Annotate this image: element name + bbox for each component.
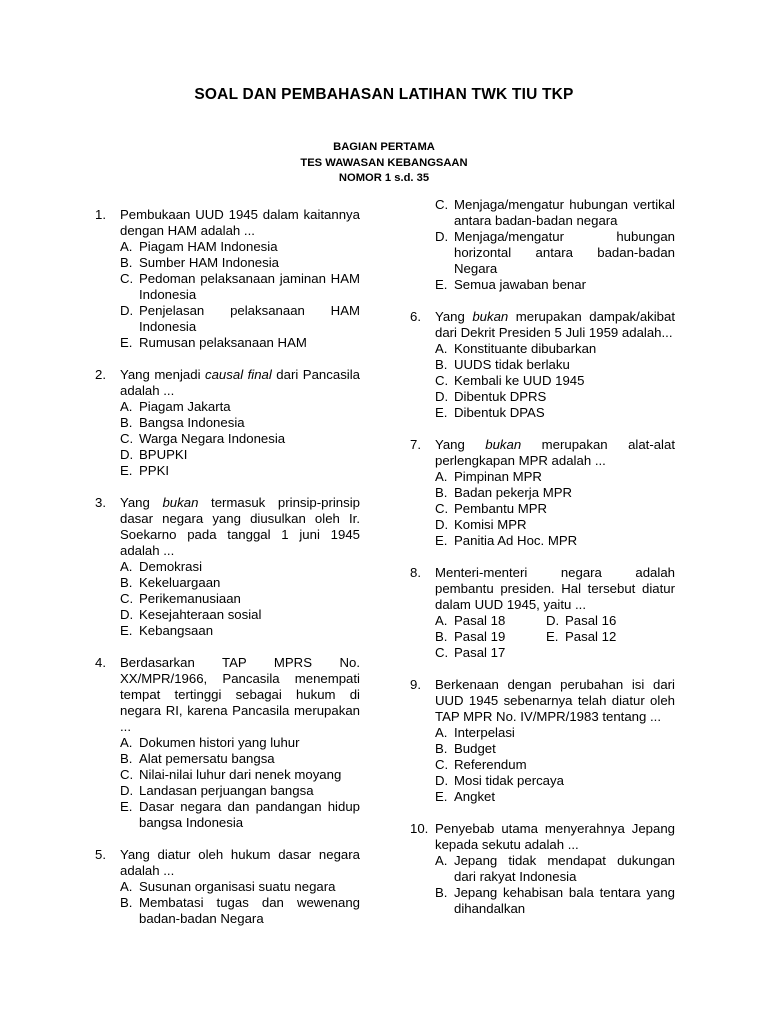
option-d: D. Landasan perjuangan bangsa bbox=[120, 783, 314, 798]
option-e: E. Pasal 12 bbox=[546, 629, 617, 644]
question-stem: Berkenaan dengan perubahan isi dari UUD 1945 sebenarnya telah diatur oleh TAP MPR No. IV/MPR/1983 tentang ... bbox=[435, 677, 675, 724]
option-list bbox=[435, 613, 675, 661]
question-1 bbox=[95, 207, 360, 351]
question-number: 2. bbox=[95, 367, 106, 382]
section-header bbox=[0, 140, 768, 187]
option-b: B. Budget bbox=[435, 741, 496, 756]
question-stem: Menteri-menteri negara adalah pembantu presiden. Hal tersebut diatur dalam UUD 1945, yaitu ... bbox=[435, 565, 675, 612]
option-c: C. Kembali ke UUD 1945 bbox=[435, 373, 585, 388]
option-a: A. Dokumen histori yang luhur bbox=[120, 735, 300, 750]
question-number: 5. bbox=[95, 847, 106, 862]
option-d: D. Kesejahteraan sosial bbox=[120, 607, 262, 622]
question-number: 6. bbox=[410, 309, 421, 324]
option-a: A. Susunan organisasi suatu negara bbox=[120, 879, 336, 894]
option-a: A. Jepang tidak mendapat dukungan dari rakyat Indonesia bbox=[435, 853, 675, 884]
question-stem: Pembukaan UUD 1945 dalam kaitannya dengan HAM adalah ... bbox=[120, 207, 360, 238]
option-e: E. Panitia Ad Hoc. MPR bbox=[435, 533, 578, 548]
section-subtitle: TES WAWASAN KEBANGSAAN bbox=[300, 156, 468, 169]
option-a: A. Demokrasi bbox=[120, 559, 203, 574]
question-9 bbox=[410, 677, 675, 805]
option-b: B. Kekeluargaan bbox=[120, 575, 221, 590]
option-e: E. Semua jawaban benar bbox=[435, 277, 586, 292]
option-c: C. Nilai-nilai luhur dari nenek moyang bbox=[120, 767, 342, 782]
option-d: D. Dibentuk DPRS bbox=[435, 389, 547, 404]
question-7 bbox=[410, 437, 675, 549]
question-range: NOMOR 1 s.d. 35 bbox=[338, 172, 430, 184]
left-column bbox=[95, 207, 360, 943]
question-8 bbox=[410, 565, 675, 661]
question-number: 7. bbox=[410, 437, 421, 452]
option-c: C. Pembantu MPR bbox=[435, 501, 548, 516]
option-e: E. Dibentuk DPAS bbox=[435, 405, 545, 420]
option-e: E. Dasar negara dan pandangan hidup bangsa Indonesia bbox=[120, 799, 360, 830]
question-stem: Yang menjadi causal final dari Pancasila adalah ... bbox=[120, 367, 360, 398]
option-c: C. Referendum bbox=[435, 757, 527, 772]
option-d: D. Pasal 16 bbox=[546, 613, 617, 628]
option-list bbox=[435, 725, 675, 805]
option-a: A. Konstituante dibubarkan bbox=[435, 341, 597, 356]
question-number: 1. bbox=[95, 207, 106, 222]
option-b: B. Jepang kehabisan bala tentara yang dihandalkan bbox=[435, 885, 675, 916]
question-number: 10. bbox=[410, 821, 429, 836]
option-list bbox=[435, 853, 675, 917]
question-stem: Berdasarkan TAP MPRS No. XX/MPR/1966, Pancasila menempati tempat tertinggi sebagai hukum di negara RI, karena Pancasila merupakan ... bbox=[120, 655, 360, 734]
option-c: C. Perikemanusiaan bbox=[120, 591, 241, 606]
question-5 bbox=[95, 847, 360, 927]
option-list bbox=[435, 469, 675, 549]
option-c: C. Pedoman pelaksanaan jaminan HAM Indonesia bbox=[120, 271, 360, 302]
option-c: C. Pasal 17 bbox=[435, 645, 506, 660]
option-d: D. Komisi MPR bbox=[435, 517, 527, 532]
question-stem: Yang diatur oleh hukum dasar negara adalah ... bbox=[120, 847, 360, 878]
question-stem: Yang bukan termasuk prinsip-prinsip dasar negara yang diusulkan oleh Ir. Soekarno pada tanggal 1 juni 1945 adalah ... bbox=[120, 495, 361, 558]
question-number: 9. bbox=[410, 677, 421, 692]
option-e: E. Angket bbox=[435, 789, 496, 804]
question-10 bbox=[410, 821, 675, 917]
question-number: 3. bbox=[95, 495, 106, 510]
option-a: A. Pimpinan MPR bbox=[435, 469, 542, 484]
question-stem: Penyebab utama menyerahnya Jepang kepada sekutu adalah ... bbox=[435, 821, 675, 852]
option-b: B. Alat pemersatu bangsa bbox=[120, 751, 275, 766]
option-list bbox=[120, 559, 360, 639]
option-list bbox=[120, 399, 360, 479]
option-e: E. Rumusan pelaksanaan HAM bbox=[120, 335, 307, 350]
question-number: 8. bbox=[410, 565, 421, 580]
option-b: B. Pasal 19 bbox=[435, 629, 506, 644]
question-3 bbox=[95, 495, 360, 639]
option-a: A. Pasal 18 bbox=[435, 613, 506, 628]
option-a: A. Interpelasi bbox=[435, 725, 515, 740]
option-d: D. Penjelasan pelaksanaan HAM Indonesia bbox=[120, 303, 360, 334]
document-title: SOAL DAN PEMBAHASAN LATIHAN TWK TIU TKP bbox=[194, 86, 574, 103]
option-b: B. Sumber HAM Indonesia bbox=[120, 255, 280, 270]
option-c: C. Menjaga/mengatur hubungan vertikal antara badan-badan negara bbox=[435, 197, 675, 228]
question-stem: Yang bukan merupakan alat-alat perlengkapan MPR adalah ... bbox=[435, 437, 675, 468]
option-list bbox=[435, 197, 675, 293]
option-e: E. Kebangsaan bbox=[120, 623, 214, 638]
option-c: C. Warga Negara Indonesia bbox=[120, 431, 286, 446]
option-e: E. PPKI bbox=[120, 463, 170, 478]
option-d: D. Mosi tidak percaya bbox=[435, 773, 564, 788]
option-b: B. Bangsa Indonesia bbox=[120, 415, 245, 430]
question-5-continued bbox=[410, 197, 675, 293]
option-a: A. Piagam HAM Indonesia bbox=[120, 239, 278, 254]
section-label: BAGIAN PERTAMA bbox=[333, 141, 435, 153]
option-list bbox=[435, 341, 675, 421]
option-b: B. Badan pekerja MPR bbox=[435, 485, 573, 500]
option-d: D. Menjaga/mengatur hubungan horizontal antara badan-badan Negara bbox=[435, 229, 675, 276]
question-number: 4. bbox=[95, 655, 106, 670]
option-b: B. UUDS tidak berlaku bbox=[435, 357, 570, 372]
option-b: B. Membatasi tugas dan wewenang badan-badan Negara bbox=[120, 895, 360, 926]
question-4 bbox=[95, 655, 360, 831]
option-list bbox=[120, 239, 360, 351]
option-a: A. Piagam Jakarta bbox=[120, 399, 231, 414]
option-d: D. BPUPKI bbox=[120, 447, 188, 462]
option-list bbox=[120, 879, 360, 927]
question-stem: Yang bukan merupakan dampak/akibat dari Dekrit Presiden 5 Juli 1959 adalah... bbox=[435, 309, 676, 340]
question-2 bbox=[95, 367, 360, 479]
question-6 bbox=[410, 309, 675, 421]
option-list bbox=[120, 735, 360, 831]
right-column bbox=[410, 197, 675, 933]
